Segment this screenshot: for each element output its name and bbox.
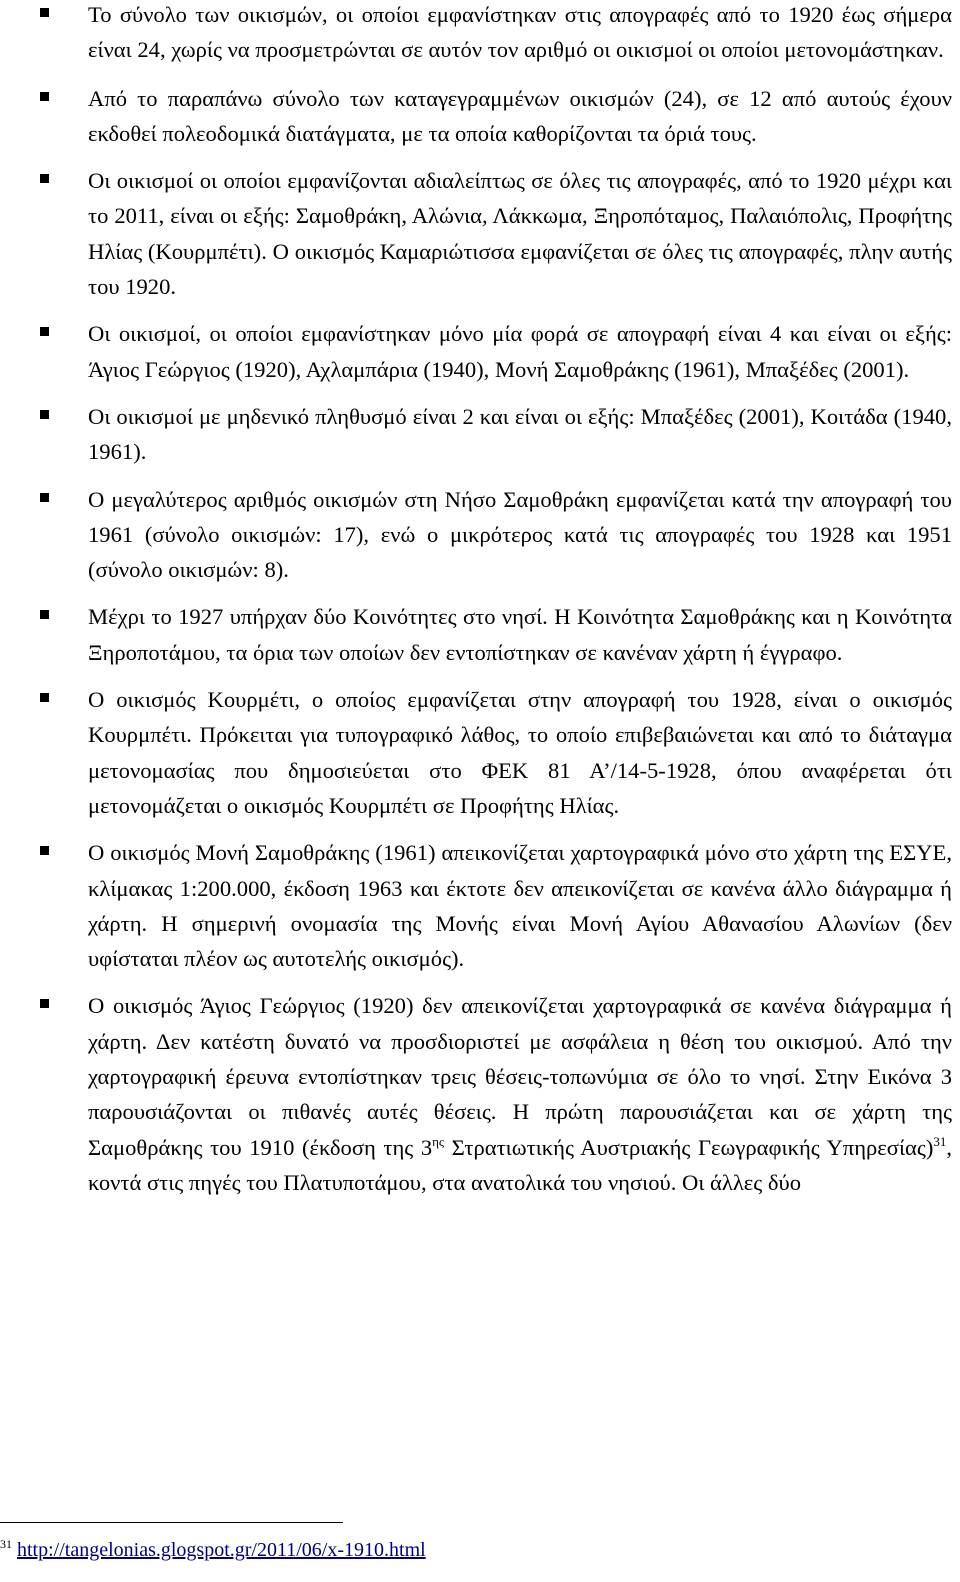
- footnote-reference[interactable]: 31: [933, 1133, 947, 1149]
- bullet-text-part: , κοντά στις πηγές του Πλατυποτάμου, στα ανατολικά του νησιού. Οι άλλες δύο: [88, 1134, 952, 1195]
- bullet-marker-square: [40, 610, 49, 619]
- bullet-item-8: [0, 682, 960, 823]
- footnote-link[interactable]: http://tangelonias.glogspot.gr/2011/06/x-1910.html: [17, 1539, 426, 1561]
- bullet-text: Οι οικισμοί, οι οποίοι εμφανίστηκαν μόνο μία φορά σε απογραφή είναι 4 και είναι οι εξής: Άγιος Γεώργιος (1920), Αχλαμπάρια (1940), Μονή Σαμοθράκης (1961), Μπαξέδες (2001).: [88, 321, 952, 382]
- bullet-marker-square: [40, 410, 49, 419]
- footnote-number: 31: [0, 1537, 12, 1551]
- bullet-item-5: [0, 399, 960, 470]
- bullet-marker-square: [40, 327, 49, 336]
- bullet-marker-square: [40, 8, 49, 17]
- bullet-marker-square: [40, 999, 49, 1008]
- bullet-text: Ο οικισμός Μονή Σαμοθράκης (1961) απεικονίζεται χαρτογραφικά μόνο στο χάρτη της ΕΣΥΕ, κλίμακας 1:200.000, έκδοση 1963 και έκτοτε δεν απεικονίζεται σε κανένα άλλο διάγραμμα ή χάρτη. Η σημερινή ονομασία της Μονής είναι Μονή Αγίου Αθανασίου Αλωνίων (δεν υφίσταται πλέον ως αυτοτελής οικισμός).: [88, 840, 952, 972]
- bullet-text: Το σύνολο των οικισμών, οι οποίοι εμφανίστηκαν στις απογραφές από το 1920 έως σήμερα είναι 24, χωρίς να προσμετρώνται σε αυτόν τον αριθμό οι οικισμοί οι οποίοι μετονομάστηκαν.: [88, 2, 952, 63]
- bullet-item-9: [0, 835, 960, 976]
- bullet-marker-square: [40, 493, 49, 502]
- ordinal-superscript: ης: [432, 1133, 445, 1149]
- bullet-text: Οι οικισμοί με μηδενικό πληθυσμό είναι 2 και είναι οι εξής: Μπαξέδες (2001), Κοιτάδα (1940, 1961).: [88, 403, 952, 465]
- bullet-item-4: [0, 316, 960, 387]
- bullet-item-2: [0, 81, 960, 152]
- bullet-item-1: [0, 0, 960, 68]
- bullet-item-6: [0, 482, 960, 588]
- footnote: [0, 1535, 426, 1565]
- bullet-text-part: Ο οικισμός Άγιος Γεώργιος (1920) δεν απεικονίζεται χαρτογραφικά σε κανένα διάγραμμα ή χάρτη. Δεν κατέστη δυνατό να προσδιοριστεί με ασφάλεια η θέση του οικισμού. Από την χαρτογραφική έρευνα εντοπίστηκαν τρεις θέσεις-τοπωνύμια σε όλο το νησί. Στην Εικόνα 3 παρουσιάζονται οι πιθανές αυτές θέσεις. Η πρώτη παρουσιάζεται και σε χάρτη της Σαμοθράκης του 1910 (έκδοση της 3: [88, 993, 952, 1160]
- bullet-item-10: [0, 988, 960, 1200]
- bullet-marker-square: [40, 693, 49, 702]
- bullet-text: Οι οικισμοί οι οποίοι εμφανίζονται αδιαλείπτως σε όλες τις απογραφές, από το 1920 μέχρι και το 2011, είναι οι εξής: Σαμοθράκη, Αλώνια, Λάκκωμα, Ξηροπόταμος, Παλαιόπολις, Προφήτης Ηλίας (Κουρμπέτι). Ο οικισμός Καμαριώτισσα εμφανίζεται σε όλες τις απογραφές, πλην αυτής του 1920.: [88, 168, 952, 300]
- bullet-text-part: Στρατιωτικής Αυστριακής Γεωγραφικής Υπηρεσίας): [444, 1134, 934, 1160]
- footnote-separator: [0, 1522, 343, 1523]
- bullet-marker-square: [40, 846, 49, 855]
- bullet-text: Ο οικισμός Κουρμέτι, ο οποίος εμφανίζεται στην απογραφή του 1928, είναι ο οικισμός Κουρμπέτι. Πρόκειται για τυπογραφικό λάθος, το οποίο επιβεβαιώνεται και από το διάταγμα μετονομασίας που δημοσιεύεται στο ΦΕΚ 81 Α’/14-5-1928, όπου αναφέρεται ότι μετονομάζεται ο οικισμός Κουρμπέτι σε Προφήτης Ηλίας.: [88, 687, 952, 818]
- bullet-marker-square: [40, 92, 49, 101]
- bullet-marker-square: [40, 174, 49, 183]
- bullet-text: [88, 993, 952, 1194]
- bullet-item-7: [0, 599, 960, 670]
- bullet-text: Από το παραπάνω σύνολο των καταγεγραμμένων οικισμών (24), σε 12 από αυτούς έχουν εκδοθεί πολεοδομικά διατάγματα, με τα οποία καθορίζονται τα όριά τους.: [88, 85, 952, 146]
- bullet-text: Μέχρι το 1927 υπήρχαν δύο Κοινότητες στο νησί. Η Κοινότητα Σαμοθράκης και η Κοινότητα Ξηροποτάμου, τα όρια των οποίων δεν εντοπίστηκαν σε κανέναν χάρτη ή έγγραφο.: [88, 604, 952, 665]
- bullet-text: Ο μεγαλύτερος αριθμός οικισμών στη Νήσο Σαμοθράκη εμφανίζεται κατά την απογραφή του 1961 (σύνολο οικισμών: 17), ενώ ο μικρότερος κατά τις απογραφές του 1928 και 1951 (σύνολο οικισμών: 8).: [88, 486, 952, 583]
- bullet-item-3: [0, 163, 960, 304]
